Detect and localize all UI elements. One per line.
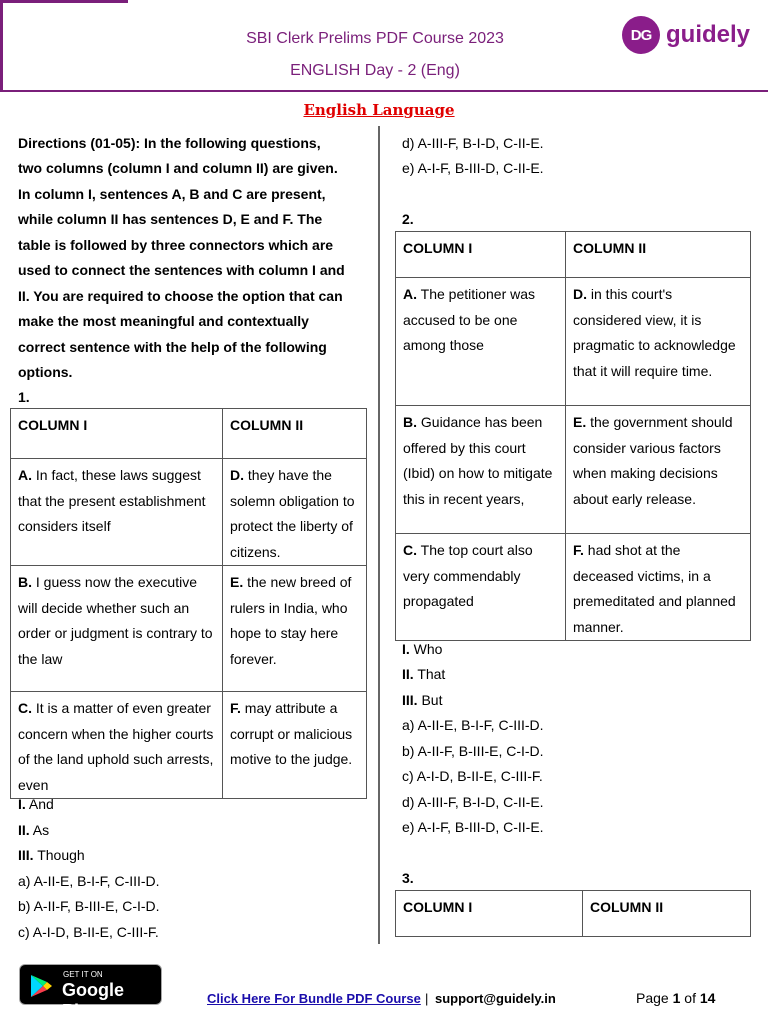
answer-option: a) A-II-E, B-I-F, C-III-D. (402, 717, 544, 733)
logo-text: guidely (666, 21, 751, 48)
footer-separator: | (425, 991, 429, 1006)
sentence-letter: C. (403, 542, 417, 558)
sentence-text: Guidance has been offered by this court (Ibid) on how to mitigate this in recent years, (403, 414, 553, 507)
table-cell (396, 278, 566, 406)
table-header-cell: COLUMN II (566, 232, 751, 278)
table-cell (223, 459, 367, 566)
column-divider (378, 126, 380, 944)
connector (402, 690, 442, 710)
connector (18, 820, 49, 840)
directions-line: In column I, sentences A, B and C are present, (18, 186, 326, 202)
table-cell (11, 459, 223, 566)
sentence-letter: D. (573, 286, 587, 302)
sentence-text: may attribute a corrupt or malicious motive to the judge. (230, 700, 353, 767)
connector (18, 845, 85, 865)
badge-big-text: Google Play (62, 980, 124, 1021)
table-row (11, 566, 367, 692)
sentence-text: had shot at the deceased victims, in a premeditated and planned manner. (573, 542, 736, 635)
logo-mark-icon: DG (622, 16, 660, 54)
question-number: 2. (402, 211, 414, 227)
connector-label: I. (402, 641, 410, 657)
directions-line: two columns (column I and column II) are given. (18, 160, 338, 176)
sentence-letter: E. (573, 414, 587, 430)
directions-line: II. You are required to choose the option that can (18, 288, 343, 304)
answer-option: c) A-I-D, B-II-E, C-III-F. (18, 924, 159, 940)
table-cell (11, 566, 223, 692)
sentence-text: The petitioner was accused to be one among those (403, 286, 536, 353)
sentence-letter: F. (573, 542, 584, 558)
table-row (396, 406, 751, 534)
bundle-course-link[interactable]: Click Here For Bundle PDF Course (207, 991, 421, 1006)
connector-label: II. (402, 666, 414, 682)
connector-text: Though (37, 847, 85, 863)
table-cell (566, 534, 751, 641)
google-play-badge[interactable] (19, 964, 162, 1021)
answer-option: d) A-III-F, B-I-D, C-II-E. (402, 135, 544, 151)
sentence-text: It is a matter of even greater concern when the higher courts of the land uphold such arrests, even (18, 700, 214, 793)
course-title: SBI Clerk Prelims PDF Course 2023 (246, 30, 504, 47)
connector-label: III. (18, 847, 34, 863)
sentence-letter: B. (403, 414, 417, 430)
connector-text: And (28, 796, 54, 812)
page-current: 1 (672, 990, 681, 1006)
table-row (396, 278, 751, 406)
directions-line: used to connect the sentences with column I and (18, 262, 345, 278)
table-header-row (396, 891, 751, 937)
page-prefix: Page (636, 990, 669, 1006)
sentence-text: they have the solemn obligation to protect the liberty of citizens. (230, 467, 355, 560)
connector (402, 639, 442, 659)
table-header-cell: COLUMN I (11, 409, 223, 459)
table-row (11, 692, 367, 799)
sentence-text: the new breed of rulers in India, who hope to stay here forever. (230, 574, 352, 667)
sentence-text: I guess now the executive will decide whether such an order or judgment is contrary to the law (18, 574, 213, 667)
answer-option: e) A-I-F, B-III-D, C-II-E. (402, 160, 544, 176)
table-header-cell: COLUMN II (583, 891, 751, 937)
table-header-cell: COLUMN I (396, 891, 583, 937)
connector-label: III. (402, 692, 418, 708)
connector-text: That (417, 666, 446, 682)
q2-table (395, 231, 751, 641)
google-play-icon (29, 974, 53, 998)
answer-option: e) A-I-F, B-III-D, C-II-E. (402, 819, 544, 835)
table-header-row (11, 409, 367, 459)
page-total: 14 (699, 990, 716, 1006)
table-cell (566, 278, 751, 406)
directions-line: Directions (01-05): In the following questions, (18, 135, 321, 151)
table-row (11, 459, 367, 566)
connector (402, 664, 445, 684)
q1-table (10, 408, 367, 799)
sentence-letter: E. (230, 574, 244, 590)
table-cell (566, 406, 751, 534)
table-cell (396, 406, 566, 534)
connector (18, 794, 54, 814)
sentence-text: the government should consider various factors when making decisions about early release. (573, 414, 733, 507)
connector-label: I. (18, 796, 26, 812)
sentence-letter: A. (18, 467, 32, 483)
connector-text: Who (413, 641, 443, 657)
directions-line: correct sentence with the help of the following (18, 339, 327, 355)
table-header-cell: COLUMN I (396, 232, 566, 278)
page-of: of (684, 990, 696, 1006)
connector-text: But (421, 692, 443, 708)
answer-option: d) A-III-F, B-I-D, C-II-E. (402, 794, 544, 810)
answer-option: a) A-II-E, B-I-F, C-III-D. (18, 873, 160, 889)
sentence-letter: A. (403, 286, 417, 302)
support-email[interactable]: support@guidely.in (435, 991, 556, 1006)
connector-text: As (32, 822, 50, 838)
sentence-letter: F. (230, 700, 241, 716)
question-number: 1. (18, 389, 30, 405)
table-row (396, 534, 751, 641)
section-heading: English Language (303, 101, 455, 119)
directions-line: options. (18, 364, 73, 380)
header-accent-line (0, 0, 128, 3)
directions-line: while column II has sentences D, E and F. The (18, 211, 323, 227)
table-header-row (396, 232, 751, 278)
question-number: 3. (402, 870, 414, 886)
table-cell (223, 566, 367, 692)
answer-option: b) A-II-F, B-III-E, C-I-D. (402, 743, 544, 759)
q3-table (395, 890, 751, 937)
sentence-text: in this court's considered view, it is pragmatic to acknowledge that it will require time. (573, 286, 736, 379)
sentence-text: In fact, these laws suggest that the present establishment considers itself (18, 467, 206, 534)
guidely-logo (622, 15, 750, 55)
table-cell (396, 534, 566, 641)
table-header-cell: COLUMN II (223, 409, 367, 459)
badge-small-text: GET IT ON (63, 970, 103, 979)
sentence-letter: C. (18, 700, 32, 716)
page-number (636, 990, 715, 1006)
day-title: ENGLISH Day - 2 (Eng) (290, 62, 460, 79)
sentence-text: The top court also very commendably propagated (403, 542, 533, 609)
answer-option: c) A-I-D, B-II-E, C-III-F. (402, 768, 543, 784)
directions-line: make the most meaningful and contextually (18, 313, 309, 329)
table-cell (11, 692, 223, 799)
table-cell (223, 692, 367, 799)
directions-line: table is followed by three connectors which are (18, 237, 334, 253)
answer-option: b) A-II-F, B-III-E, C-I-D. (18, 898, 160, 914)
sentence-letter: D. (230, 467, 244, 483)
connector-label: II. (18, 822, 30, 838)
sentence-letter: B. (18, 574, 32, 590)
